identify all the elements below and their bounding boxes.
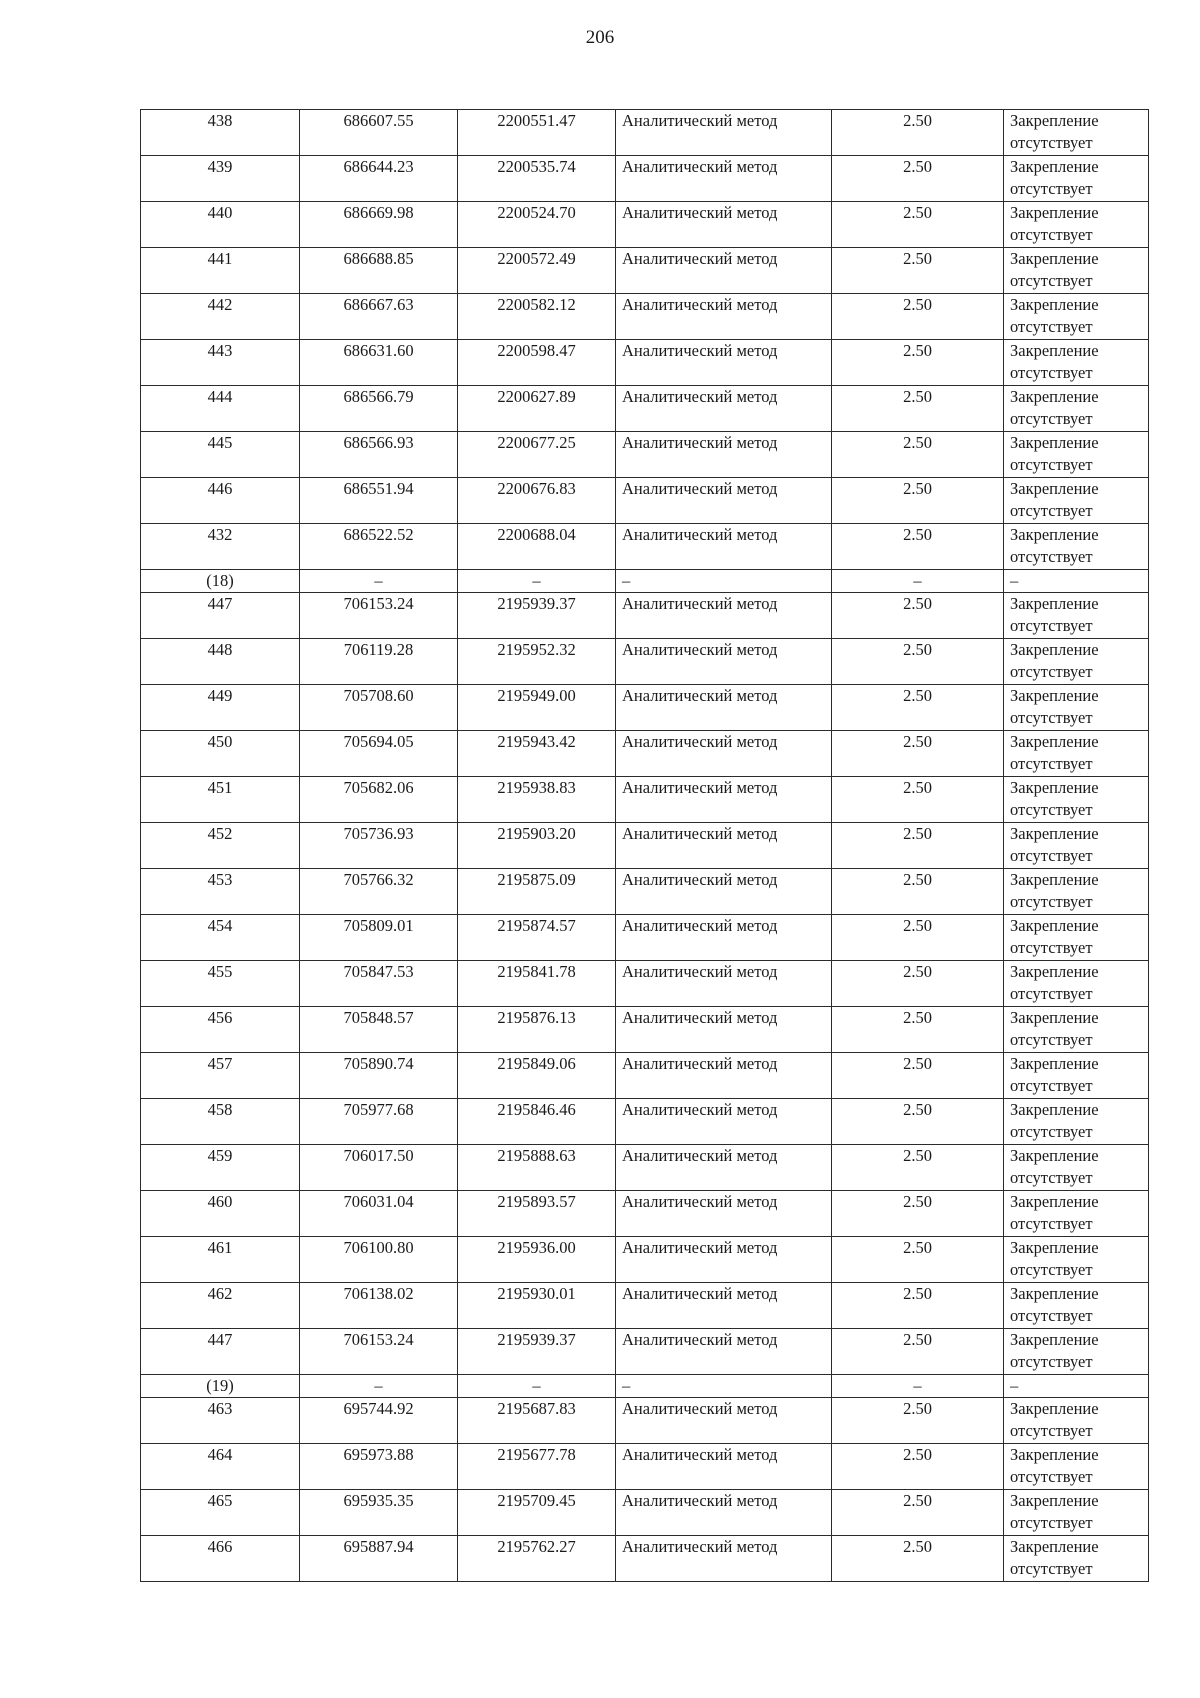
y-coordinate-cell: 2195846.46 [458,1099,616,1145]
accuracy-cell: 2.50 [832,685,1004,731]
fixation-line-1: Закрепление [1010,870,1099,889]
fixation-line-1: Закрепление [1010,640,1099,659]
fixation-cell [1004,731,1149,777]
fixation-line-1: – [1010,1376,1019,1395]
x-coordinate-cell: 706100.80 [300,1237,458,1283]
method-cell: Аналитический метод [616,1145,832,1191]
fixation-line-2: отсутствует [1010,1306,1093,1325]
point-number-cell: 452 [141,823,300,869]
fixation-line-2: отсутствует [1010,1352,1093,1371]
fixation-line-2: отсутствует [1010,1467,1093,1486]
fixation-line-1: Закрепление [1010,1330,1099,1349]
x-coordinate-cell: 705736.93 [300,823,458,869]
table-row [141,202,1149,248]
fixation-line-2: отсутствует [1010,938,1093,957]
fixation-cell [1004,1099,1149,1145]
fixation-cell [1004,110,1149,156]
accuracy-cell: 2.50 [832,1237,1004,1283]
point-number-cell: (18) [141,570,300,593]
x-coordinate-cell: – [300,1375,458,1398]
accuracy-cell: – [832,1375,1004,1398]
fixation-cell [1004,639,1149,685]
x-coordinate-cell: 695973.88 [300,1444,458,1490]
x-coordinate-cell: 706031.04 [300,1191,458,1237]
accuracy-cell: 2.50 [832,1444,1004,1490]
accuracy-cell: 2.50 [832,1007,1004,1053]
table-row [141,915,1149,961]
fixation-cell [1004,294,1149,340]
y-coordinate-cell: 2195888.63 [458,1145,616,1191]
fixation-line-1: Закрепление [1010,157,1099,176]
x-coordinate-cell: 686631.60 [300,340,458,386]
fixation-line-2: отсутствует [1010,179,1093,198]
table-row [141,478,1149,524]
x-coordinate-cell: 686669.98 [300,202,458,248]
y-coordinate-cell: 2195876.13 [458,1007,616,1053]
fixation-line-1: – [1010,571,1019,590]
method-cell: Аналитический метод [616,110,832,156]
point-number-cell: 449 [141,685,300,731]
fixation-cell [1004,1237,1149,1283]
fixation-cell [1004,340,1149,386]
x-coordinate-cell: 686566.93 [300,432,458,478]
accuracy-cell: 2.50 [832,1398,1004,1444]
accuracy-cell: 2.50 [832,777,1004,823]
y-coordinate-cell: 2200627.89 [458,386,616,432]
table-row [141,340,1149,386]
y-coordinate-cell: 2195949.00 [458,685,616,731]
table-row [141,1099,1149,1145]
y-coordinate-cell: 2195939.37 [458,1329,616,1375]
method-cell: Аналитический метод [616,1283,832,1329]
accuracy-cell: 2.50 [832,156,1004,202]
x-coordinate-cell: 686667.63 [300,294,458,340]
fixation-line-2: отсутствует [1010,1030,1093,1049]
method-cell: – [616,570,832,593]
x-coordinate-cell: 695744.92 [300,1398,458,1444]
fixation-line-2: отсутствует [1010,754,1093,773]
fixation-line-2: отсутствует [1010,1076,1093,1095]
fixation-line-2: отсутствует [1010,271,1093,290]
table-row [141,639,1149,685]
accuracy-cell: 2.50 [832,1283,1004,1329]
fixation-line-2: отсутствует [1010,501,1093,520]
accuracy-cell: 2.50 [832,1536,1004,1582]
y-coordinate-cell: 2195938.83 [458,777,616,823]
accuracy-cell: 2.50 [832,340,1004,386]
fixation-line-2: отсутствует [1010,1122,1093,1141]
accuracy-cell: 2.50 [832,1053,1004,1099]
fixation-cell [1004,248,1149,294]
point-number-cell: 457 [141,1053,300,1099]
fixation-line-2: отсутствует [1010,225,1093,244]
fixation-line-1: Закрепление [1010,1445,1099,1464]
table-row [141,777,1149,823]
table-row [141,1053,1149,1099]
fixation-line-2: отсутствует [1010,1421,1093,1440]
point-number-cell: 447 [141,1329,300,1375]
fixation-cell [1004,1145,1149,1191]
accuracy-cell: 2.50 [832,294,1004,340]
point-number-cell: 462 [141,1283,300,1329]
fixation-cell [1004,432,1149,478]
method-cell: Аналитический метод [616,1398,832,1444]
method-cell: Аналитический метод [616,248,832,294]
fixation-line-1: Закрепление [1010,686,1099,705]
y-coordinate-cell: 2200551.47 [458,110,616,156]
accuracy-cell: 2.50 [832,110,1004,156]
fixation-cell [1004,1007,1149,1053]
table-row [141,1536,1149,1582]
fixation-line-1: Закрепление [1010,433,1099,452]
method-cell: Аналитический метод [616,685,832,731]
fixation-line-2: отсутствует [1010,547,1093,566]
fixation-line-1: Закрепление [1010,916,1099,935]
method-cell: Аналитический метод [616,1191,832,1237]
fixation-line-1: Закрепление [1010,1491,1099,1510]
accuracy-cell: 2.50 [832,432,1004,478]
accuracy-cell: 2.50 [832,915,1004,961]
method-cell: Аналитический метод [616,386,832,432]
point-number-cell: 463 [141,1398,300,1444]
fixation-cell [1004,386,1149,432]
point-number-cell: 456 [141,1007,300,1053]
method-cell: Аналитический метод [616,202,832,248]
x-coordinate-cell: – [300,570,458,593]
point-number-cell: 448 [141,639,300,685]
fixation-cell [1004,823,1149,869]
table-row [141,1490,1149,1536]
fixation-line-1: Закрепление [1010,479,1099,498]
y-coordinate-cell: 2195709.45 [458,1490,616,1536]
fixation-line-1: Закрепление [1010,203,1099,222]
method-cell: Аналитический метод [616,915,832,961]
y-coordinate-cell: 2200535.74 [458,156,616,202]
y-coordinate-cell: 2200676.83 [458,478,616,524]
x-coordinate-cell: 706119.28 [300,639,458,685]
y-coordinate-cell: 2195762.27 [458,1536,616,1582]
fixation-line-1: Закрепление [1010,525,1099,544]
fixation-cell [1004,478,1149,524]
accuracy-cell: 2.50 [832,593,1004,639]
point-number-cell: 465 [141,1490,300,1536]
fixation-line-2: отсутствует [1010,662,1093,681]
fixation-line-1: Закрепление [1010,111,1099,130]
accuracy-cell: 2.50 [832,731,1004,777]
fixation-line-1: Закрепление [1010,1238,1099,1257]
x-coordinate-cell: 695935.35 [300,1490,458,1536]
point-number-cell: 445 [141,432,300,478]
y-coordinate-cell: 2195952.32 [458,639,616,685]
point-number-cell: 460 [141,1191,300,1237]
fixation-line-2: отсутствует [1010,133,1093,152]
y-coordinate-cell: 2195943.42 [458,731,616,777]
point-number-cell: 450 [141,731,300,777]
coordinates-table-body [141,110,1149,1582]
method-cell: Аналитический метод [616,156,832,202]
y-coordinate-cell: 2195930.01 [458,1283,616,1329]
fixation-cell [1004,1536,1149,1582]
table-row [141,823,1149,869]
point-number-cell: 432 [141,524,300,570]
y-coordinate-cell: 2200598.47 [458,340,616,386]
x-coordinate-cell: 686688.85 [300,248,458,294]
accuracy-cell: 2.50 [832,1099,1004,1145]
fixation-line-2: отсутствует [1010,708,1093,727]
method-cell: Аналитический метод [616,432,832,478]
fixation-cell [1004,156,1149,202]
accuracy-cell: 2.50 [832,1145,1004,1191]
x-coordinate-cell: 705890.74 [300,1053,458,1099]
fixation-line-2: отсутствует [1010,892,1093,911]
x-coordinate-cell: 705977.68 [300,1099,458,1145]
fixation-line-1: Закрепление [1010,1054,1099,1073]
accuracy-cell: 2.50 [832,1490,1004,1536]
y-coordinate-cell: 2200572.49 [458,248,616,294]
x-coordinate-cell: 686566.79 [300,386,458,432]
y-coordinate-cell: 2200582.12 [458,294,616,340]
point-number-cell: 438 [141,110,300,156]
fixation-cell [1004,1283,1149,1329]
accuracy-cell: 2.50 [832,639,1004,685]
fixation-line-1: Закрепление [1010,594,1099,613]
x-coordinate-cell: 686551.94 [300,478,458,524]
x-coordinate-cell: 705682.06 [300,777,458,823]
accuracy-cell: 2.50 [832,524,1004,570]
method-cell: Аналитический метод [616,593,832,639]
fixation-cell [1004,202,1149,248]
point-number-cell: 439 [141,156,300,202]
accuracy-cell: 2.50 [832,961,1004,1007]
point-number-cell: 461 [141,1237,300,1283]
fixation-line-2: отсутствует [1010,317,1093,336]
fixation-line-2: отсутствует [1010,1559,1093,1578]
point-number-cell: 446 [141,478,300,524]
x-coordinate-cell: 705809.01 [300,915,458,961]
x-coordinate-cell: 705766.32 [300,869,458,915]
point-number-cell: 442 [141,294,300,340]
table-row [141,731,1149,777]
fixation-cell [1004,570,1149,593]
fixation-line-2: отсутствует [1010,409,1093,428]
table-row [141,248,1149,294]
fixation-cell [1004,524,1149,570]
table-row [141,110,1149,156]
y-coordinate-cell: – [458,1375,616,1398]
fixation-line-2: отсутствует [1010,1168,1093,1187]
method-cell: – [616,1375,832,1398]
method-cell: Аналитический метод [616,1329,832,1375]
fixation-cell [1004,1329,1149,1375]
x-coordinate-cell: 706153.24 [300,593,458,639]
point-number-cell: 454 [141,915,300,961]
y-coordinate-cell: 2195893.57 [458,1191,616,1237]
accuracy-cell: 2.50 [832,1191,1004,1237]
point-number-cell: 451 [141,777,300,823]
table-row [141,1237,1149,1283]
fixation-cell [1004,777,1149,823]
table-row [141,156,1149,202]
fixation-cell [1004,593,1149,639]
x-coordinate-cell: 706017.50 [300,1145,458,1191]
point-number-cell: 447 [141,593,300,639]
table-row [141,524,1149,570]
point-number-cell: 466 [141,1536,300,1582]
accuracy-cell: 2.50 [832,478,1004,524]
fixation-cell [1004,869,1149,915]
fixation-line-1: Закрепление [1010,824,1099,843]
table-row [141,1329,1149,1375]
accuracy-cell: 2.50 [832,386,1004,432]
fixation-line-1: Закрепление [1010,1284,1099,1303]
page-number: 206 [585,27,615,48]
coordinates-table [140,109,1149,1582]
method-cell: Аналитический метод [616,777,832,823]
fixation-line-1: Закрепление [1010,1537,1099,1556]
method-cell: Аналитический метод [616,294,832,340]
method-cell: Аналитический метод [616,823,832,869]
y-coordinate-cell: 2195874.57 [458,915,616,961]
fixation-cell [1004,961,1149,1007]
method-cell: Аналитический метод [616,524,832,570]
fixation-cell [1004,1490,1149,1536]
fixation-cell [1004,1053,1149,1099]
x-coordinate-cell: 686644.23 [300,156,458,202]
y-coordinate-cell: 2200688.04 [458,524,616,570]
method-cell: Аналитический метод [616,961,832,1007]
method-cell: Аналитический метод [616,1237,832,1283]
y-coordinate-cell: – [458,570,616,593]
fixation-cell [1004,685,1149,731]
y-coordinate-cell: 2195936.00 [458,1237,616,1283]
accuracy-cell: 2.50 [832,202,1004,248]
method-cell: Аналитический метод [616,639,832,685]
point-number-cell: (19) [141,1375,300,1398]
fixation-cell [1004,1398,1149,1444]
point-number-cell: 444 [141,386,300,432]
table-row [141,593,1149,639]
y-coordinate-cell: 2195841.78 [458,961,616,1007]
point-number-cell: 441 [141,248,300,294]
point-number-cell: 453 [141,869,300,915]
fixation-line-1: Закрепление [1010,1146,1099,1165]
y-coordinate-cell: 2200524.70 [458,202,616,248]
x-coordinate-cell: 705848.57 [300,1007,458,1053]
point-number-cell: 464 [141,1444,300,1490]
fixation-line-2: отсутствует [1010,1260,1093,1279]
fixation-line-1: Закрепление [1010,387,1099,406]
accuracy-cell: 2.50 [832,869,1004,915]
fixation-line-1: Закрепление [1010,295,1099,314]
table-row [141,1444,1149,1490]
fixation-cell [1004,1444,1149,1490]
fixation-line-1: Закрепление [1010,1008,1099,1027]
fixation-line-1: Закрепление [1010,341,1099,360]
section-row [141,1375,1149,1398]
x-coordinate-cell: 686607.55 [300,110,458,156]
x-coordinate-cell: 706138.02 [300,1283,458,1329]
accuracy-cell: – [832,570,1004,593]
y-coordinate-cell: 2195687.83 [458,1398,616,1444]
fixation-line-1: Закрепление [1010,962,1099,981]
table-row [141,1145,1149,1191]
x-coordinate-cell: 705694.05 [300,731,458,777]
fixation-line-1: Закрепление [1010,249,1099,268]
fixation-line-1: Закрепление [1010,1100,1099,1119]
y-coordinate-cell: 2195939.37 [458,593,616,639]
point-number-cell: 440 [141,202,300,248]
table-row [141,294,1149,340]
section-row [141,570,1149,593]
fixation-line-2: отсутствует [1010,363,1093,382]
table-row [141,432,1149,478]
y-coordinate-cell: 2195903.20 [458,823,616,869]
fixation-line-1: Закрепление [1010,732,1099,751]
method-cell: Аналитический метод [616,1007,832,1053]
table-row [141,1283,1149,1329]
fixation-line-2: отсутствует [1010,800,1093,819]
table-row [141,386,1149,432]
fixation-cell [1004,1375,1149,1398]
fixation-line-2: отсутствует [1010,455,1093,474]
accuracy-cell: 2.50 [832,248,1004,294]
table-row [141,1398,1149,1444]
table-row [141,961,1149,1007]
table-row [141,685,1149,731]
table-row [141,869,1149,915]
accuracy-cell: 2.50 [832,1329,1004,1375]
method-cell: Аналитический метод [616,1536,832,1582]
fixation-line-1: Закрепление [1010,778,1099,797]
x-coordinate-cell: 706153.24 [300,1329,458,1375]
fixation-line-2: отсутствует [1010,984,1093,1003]
y-coordinate-cell: 2200677.25 [458,432,616,478]
method-cell: Аналитический метод [616,731,832,777]
y-coordinate-cell: 2195849.06 [458,1053,616,1099]
method-cell: Аналитический метод [616,1490,832,1536]
method-cell: Аналитический метод [616,869,832,915]
fixation-line-2: отсутствует [1010,846,1093,865]
fixation-cell [1004,915,1149,961]
table-row [141,1191,1149,1237]
point-number-cell: 455 [141,961,300,1007]
method-cell: Аналитический метод [616,1444,832,1490]
y-coordinate-cell: 2195875.09 [458,869,616,915]
table-row [141,1007,1149,1053]
fixation-line-2: отсутствует [1010,1214,1093,1233]
fixation-line-1: Закрепление [1010,1192,1099,1211]
point-number-cell: 443 [141,340,300,386]
x-coordinate-cell: 686522.52 [300,524,458,570]
fixation-line-2: отсутствует [1010,616,1093,635]
fixation-cell [1004,1191,1149,1237]
accuracy-cell: 2.50 [832,823,1004,869]
method-cell: Аналитический метод [616,1053,832,1099]
x-coordinate-cell: 695887.94 [300,1536,458,1582]
x-coordinate-cell: 705847.53 [300,961,458,1007]
point-number-cell: 459 [141,1145,300,1191]
fixation-line-2: отсутствует [1010,1513,1093,1532]
fixation-line-1: Закрепление [1010,1399,1099,1418]
method-cell: Аналитический метод [616,478,832,524]
method-cell: Аналитический метод [616,1099,832,1145]
method-cell: Аналитический метод [616,340,832,386]
y-coordinate-cell: 2195677.78 [458,1444,616,1490]
point-number-cell: 458 [141,1099,300,1145]
x-coordinate-cell: 705708.60 [300,685,458,731]
